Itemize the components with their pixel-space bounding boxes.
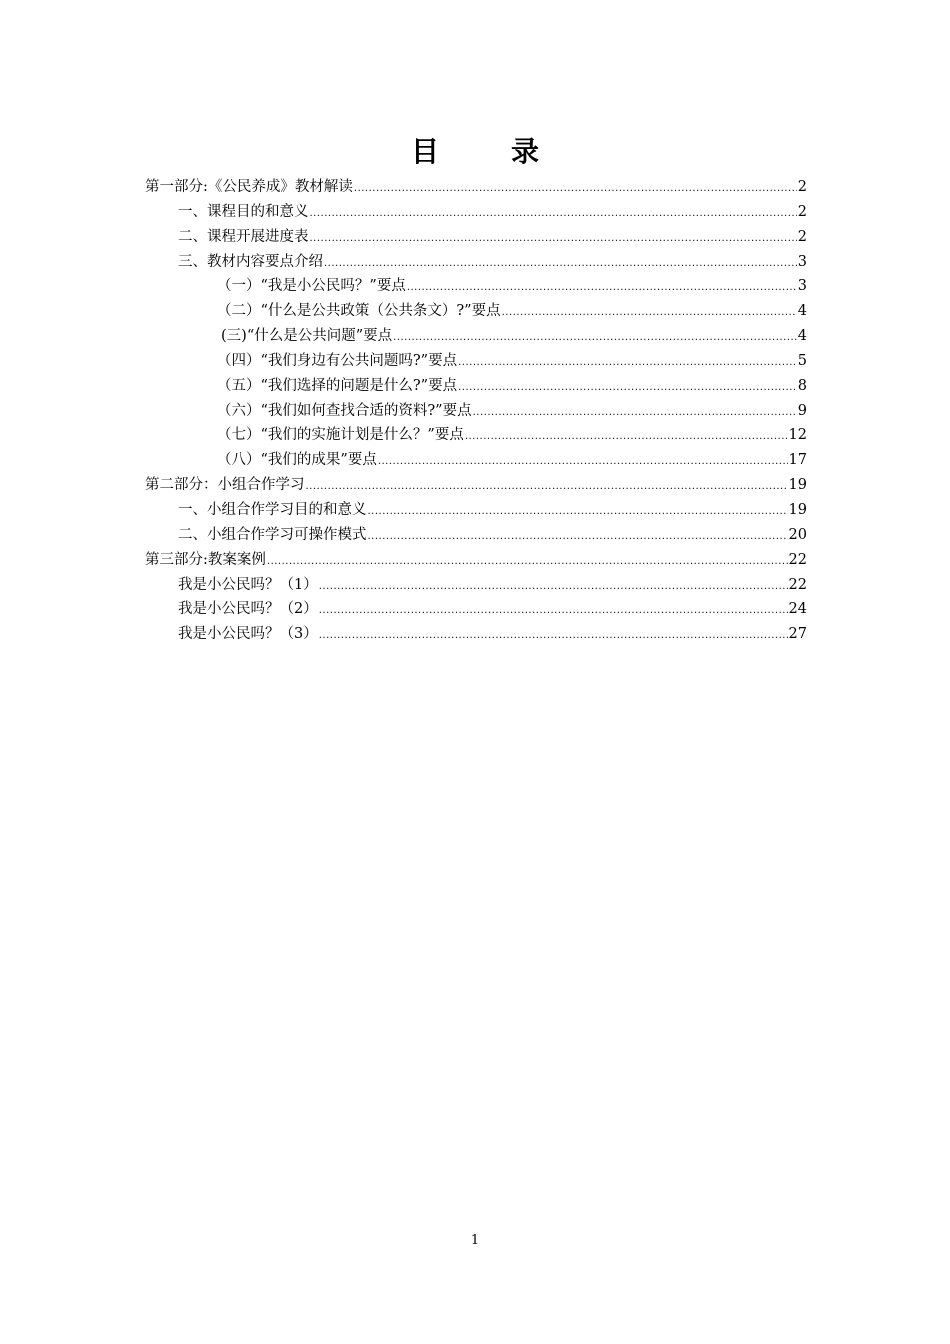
toc-page-number: 2 — [797, 228, 807, 245]
toc-entry[interactable] — [145, 274, 807, 299]
toc-entry[interactable] — [145, 324, 807, 349]
toc-entry[interactable] — [145, 225, 807, 250]
toc-entry-text: 第二部分：小组合作学习 — [145, 477, 305, 494]
toc-entry-text: （八）“我们的成果”要点 — [217, 452, 377, 469]
dot-leader — [465, 425, 788, 450]
toc-entry[interactable] — [145, 374, 807, 399]
toc-entry-text: 我是小公民吗？（3） — [178, 626, 318, 643]
toc-entry-text: （五）“我们选择的问题是什么?”要点 — [217, 377, 458, 394]
dot-leader — [368, 500, 788, 525]
dot-leader — [458, 351, 797, 376]
toc-entry-text: （二）“什么是公共政策（公共条文）?”要点 — [217, 303, 501, 320]
toc-entry[interactable] — [145, 349, 807, 374]
toc-entry[interactable] — [145, 175, 807, 200]
toc-entry[interactable] — [145, 473, 807, 498]
toc-entry-text: 一、课程目的和意义 — [178, 203, 309, 220]
dot-leader — [306, 475, 788, 500]
toc-entry[interactable] — [145, 548, 807, 573]
toc-entry-text: （一）“我是小公民吗？”要点 — [217, 278, 406, 295]
toc-page-number: 9 — [797, 402, 807, 419]
toc-page-number: 12 — [788, 427, 807, 444]
dot-leader — [310, 202, 797, 227]
toc-entry-text: 二、小组合作学习可操作模式 — [178, 526, 367, 543]
dot-leader — [310, 227, 797, 252]
dot-leader — [473, 401, 797, 426]
toc-entry-text: (三)“什么是公共问题”要点 — [221, 328, 393, 345]
toc-entry[interactable] — [145, 399, 807, 424]
toc-page-number: 17 — [788, 452, 807, 469]
toc-page-number: 3 — [797, 278, 807, 295]
toc-page-number: 4 — [797, 303, 807, 320]
toc-entry[interactable] — [145, 523, 807, 548]
dot-leader — [458, 376, 797, 401]
toc-entry-text: 二、课程开展进度表 — [178, 228, 309, 245]
toc-page-number: 22 — [788, 551, 807, 568]
toc-entry-text: （六）“我们如何查找合适的资料?”要点 — [217, 402, 472, 419]
toc-page-number: 3 — [797, 253, 807, 270]
dot-leader — [393, 326, 797, 351]
dot-leader — [407, 276, 797, 301]
toc-entry[interactable] — [145, 299, 807, 324]
toc-entry[interactable] — [145, 573, 807, 598]
toc-entry[interactable] — [145, 448, 807, 473]
toc-page-number: 2 — [797, 203, 807, 220]
toc-page-number: 4 — [797, 328, 807, 345]
toc-page-number: 2 — [797, 179, 807, 195]
toc-page-number: 5 — [797, 352, 807, 369]
toc-page-number: 19 — [788, 477, 807, 494]
dot-leader — [324, 252, 797, 277]
dot-leader — [502, 301, 797, 326]
dot-leader — [319, 599, 788, 624]
dot-leader — [267, 550, 788, 575]
toc-entry-text: 第一部分:《公民养成》教材解读 — [145, 179, 353, 195]
page-number: 1 — [470, 1233, 480, 1248]
dot-leader — [319, 624, 788, 649]
toc-page-number: 8 — [797, 377, 807, 394]
dot-leader — [354, 177, 797, 202]
page-title: 目 录 — [410, 135, 561, 168]
toc-entry[interactable] — [145, 200, 807, 225]
table-of-contents — [145, 175, 807, 647]
toc-page-number: 24 — [788, 601, 807, 618]
toc-entry-text: （七）“我们的实施计划是什么？”要点 — [217, 427, 464, 444]
dot-leader — [319, 575, 788, 600]
toc-page-number: 19 — [788, 501, 807, 518]
dot-leader — [378, 450, 788, 475]
toc-entry[interactable] — [145, 498, 807, 523]
toc-page-number: 27 — [788, 626, 807, 643]
toc-entry-text: 我是小公民吗？（1） — [178, 576, 318, 593]
toc-entry[interactable] — [145, 250, 807, 275]
toc-entry-text: （四）“我们身边有公共问题吗?”要点 — [217, 352, 458, 369]
dot-leader — [368, 525, 788, 550]
toc-entry-text: 一、小组合作学习目的和意义 — [178, 501, 367, 518]
toc-page-number: 22 — [788, 576, 807, 593]
toc-entry-text: 第三部分:教案案例 — [145, 551, 266, 568]
toc-entry-text: 我是小公民吗？（2） — [178, 601, 318, 618]
toc-page-number: 20 — [788, 526, 807, 543]
toc-entry-text: 三、教材内容要点介绍 — [178, 253, 323, 270]
toc-entry[interactable] — [145, 622, 807, 647]
toc-entry[interactable] — [145, 597, 807, 622]
toc-entry[interactable] — [145, 423, 807, 448]
